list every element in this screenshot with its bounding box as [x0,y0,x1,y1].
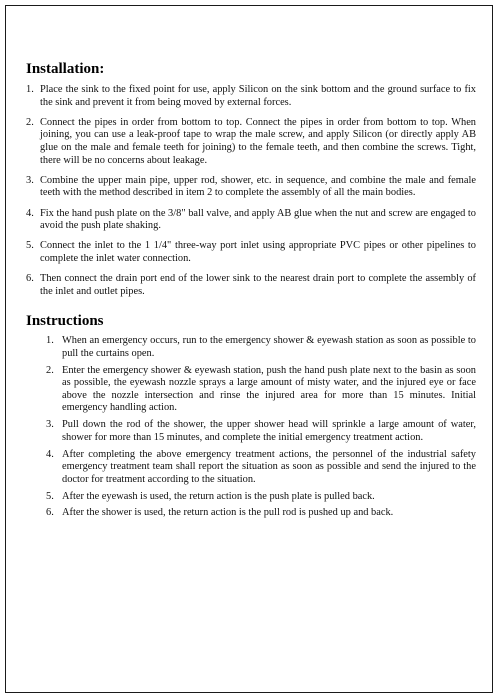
item-number: 2. [26,116,34,128]
item-text: After the shower is used, the return action is the pull rod is pushed up and back. [62,507,394,519]
item-text: After completing the above emergency treatment actions, the personnel of the industrial safety emergency treatment team shall report the situation as soon as possible and send the injured to the doctor for treatment according to the situation. [62,448,476,485]
document-content [26,60,476,524]
document-page [5,5,493,693]
instructions-item [26,491,476,504]
installation-item [26,117,476,167]
instructions-list [26,335,476,520]
item-number: 6. [26,273,34,285]
item-text: Enter the emergency shower & eyewash station, push the hand push plate next to the basin as soon as possible, the eyewash nozzle sprays a large amount of misty water, and the injured eye or face above the nozzle intersection and rinse the injured area for more than 15 minutes. Initial emergency handling action. [62,364,476,414]
item-number: 2. [46,364,54,376]
instructions-heading: Instructions [26,313,104,330]
instructions-item [26,335,476,360]
installation-list [26,84,476,298]
item-number: 3. [46,419,54,431]
item-text: Fix the hand push plate on the 3/8" ball valve, and apply AB glue when the nut and screw are engaged to avoid the push plate shaking. [40,207,476,232]
installation-heading: Installation: [26,61,105,77]
item-number: 5. [46,490,54,502]
item-text: Then connect the drain port end of the lower sink to the nearest drain port to complete the assembly of the inlet and outlet pipes. [40,273,476,297]
item-number: 3. [26,174,34,186]
item-text: After the eyewash is used, the return action is the push plate is pulled back. [62,490,375,502]
item-text: When an emergency occurs, run to the emergency shower & eyewash station as soon as possible to pull the curtains open. [62,335,476,359]
instructions-item [26,449,476,487]
instructions-item [26,419,476,444]
item-number: 4. [26,207,34,219]
instructions-item [26,365,476,415]
installation-item [26,240,476,265]
item-number: 4. [46,448,54,460]
item-text: Place the sink to the fixed point for use, apply Silicon on the sink bottom and the ground surface to fix the sink and prevent it from being moved by external forces. [40,84,476,108]
item-text: Connect the inlet to the 1 1/4" three-way port inlet using appropriate PVC pipes or other pipelines to complete the inlet water connection. [40,240,476,264]
item-text: Connect the pipes in order from bottom to top. Connect the pipes in order from bottom to top. When joining, you can use a leak-proof tape to wrap the male screw, and apply Silicon (or directly apply AB glue on the male and female teeth for joining) to the female teeth, and then combine the screws. Tight, there will be no concerns about leakage. [40,116,476,166]
installation-item [26,273,476,298]
item-text: Combine the upper main pipe, upper rod, shower, etc. in sequence, and combine the male and female teeth with the method described in item 2 to complete the assembly of all the main bodies. [40,174,476,199]
instructions-item [26,507,476,520]
item-text: Pull down the rod of the shower, the upper shower head will sprinkle a large amount of water, shower for more than 15 minutes, and complete the initial emergency treatment action. [62,419,476,443]
item-number: 1. [46,335,54,347]
installation-item [26,84,476,109]
item-number: 1. [26,84,34,95]
installation-item [26,175,476,200]
installation-item [26,208,476,233]
item-number: 5. [26,240,34,252]
item-number: 6. [46,507,54,519]
